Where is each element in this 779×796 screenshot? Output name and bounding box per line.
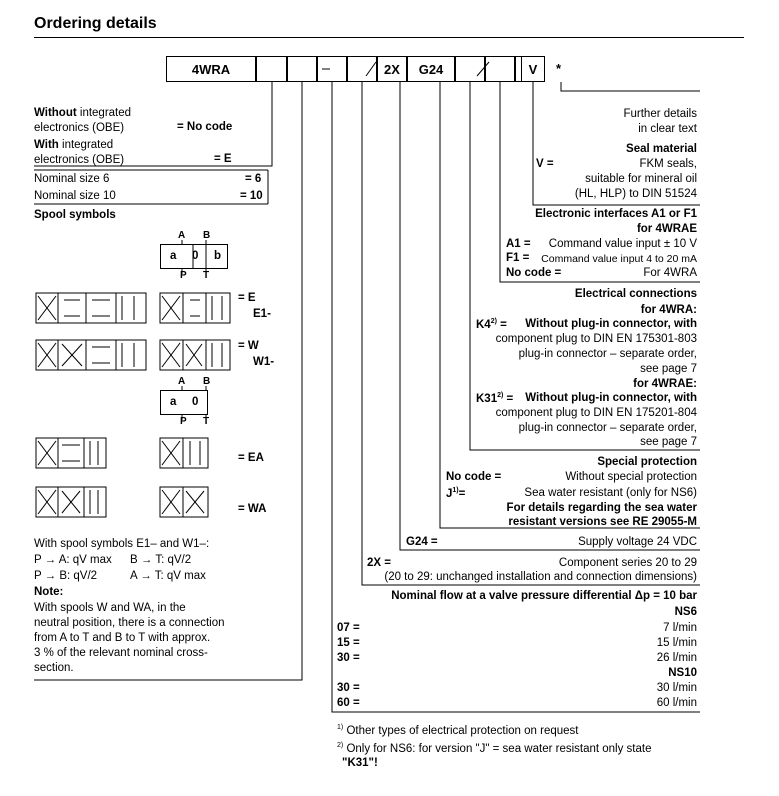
k31-line-3: plug-in connector – separate order,	[518, 422, 697, 434]
k4-line-1-text: Without plug-in connector, with	[525, 318, 697, 330]
footnote-2-cont: "K31"!	[342, 757, 378, 769]
note-line-5: section.	[34, 662, 74, 674]
note-heading: Note:	[34, 586, 64, 598]
obe-with-label: With integrated electronics (OBE)	[34, 139, 125, 166]
k31-line-1	[525, 392, 697, 404]
k31-eq: =	[506, 392, 514, 405]
k31-line-1-text: Without plug-in connector, with	[525, 392, 697, 404]
spool-note-intro: With spool symbols E1– and W1–:	[34, 538, 210, 550]
prot-none-text: Without special protection	[565, 471, 697, 483]
prot-j-code	[446, 487, 465, 500]
ns6-code: = 6	[245, 173, 262, 185]
footnote-1-mark: 1)	[337, 724, 344, 731]
code-box-seal: V	[521, 56, 545, 82]
ns10-row-1-value: 30 l/min	[656, 682, 697, 694]
obe-without-rest2: electronics (OBE)	[34, 122, 125, 134]
g24-code: G24 =	[406, 536, 438, 548]
note-line-2: neutral position, there is a connection	[34, 617, 225, 629]
elec-4wrae: for 4WRAE:	[633, 378, 697, 390]
ns6-head: NS6	[674, 606, 697, 618]
spool-heading: Spool symbols	[34, 209, 116, 221]
prot-j-code-text: J	[446, 487, 453, 500]
seal-line-1: FKM seals,	[639, 158, 697, 170]
k4-line-2: component plug to DIN EN 175301-803	[495, 333, 697, 345]
code-box-voltage: G24	[407, 56, 455, 82]
ns10-label: Nominal size 10	[34, 190, 116, 202]
sym-port-p: P	[180, 270, 187, 281]
g24-text: Supply voltage 24 VDC	[578, 536, 697, 548]
iface-f1-text: Command value input 4 to 20 mA	[541, 253, 697, 265]
spool-code-ea: = EA	[238, 452, 264, 464]
series-line-2: (20 to 29: unchanged installation and connection dimensions)	[384, 571, 697, 583]
sym2-port-t: T	[203, 416, 210, 427]
iface-none-code: No code =	[506, 267, 562, 279]
iface-none-text: For 4WRA	[643, 267, 697, 279]
spool-code-w1: W1-	[253, 356, 275, 368]
ns6-row-2-value: 15 l/min	[656, 637, 697, 649]
sym2-port-b: B	[203, 376, 211, 387]
ns10-code: = 10	[240, 190, 263, 202]
seal-heading: Seal material	[626, 143, 697, 155]
obe-without-code: = No code	[177, 121, 233, 133]
prot-heading: Special protection	[597, 456, 697, 468]
spool-code-e1: E1-	[253, 308, 271, 320]
spool-code-e: = E	[238, 292, 256, 304]
ns6-row-3-code: 30 =	[337, 652, 360, 664]
sym-pos-b: b	[214, 250, 222, 262]
footnote-1-text: Other types of electrical protection on request	[346, 724, 579, 737]
flow-heading: Nominal flow at a valve pressure differential Δp = 10 bar	[391, 590, 697, 602]
iface-heading: Electronic interfaces A1 or F1	[535, 208, 697, 220]
sym2-pos-0: 0	[192, 396, 199, 408]
sym-port-b: B	[203, 230, 211, 241]
sym-pos-0: 0	[192, 250, 199, 262]
footnote-2	[337, 742, 652, 755]
code-box-type: 4WRA	[166, 56, 256, 82]
prot-ref-1: For details regarding the sea water	[506, 502, 697, 514]
k4-code	[476, 318, 507, 331]
page-title: Ordering details	[34, 15, 157, 32]
sym2-port-a: A	[178, 376, 186, 387]
spool-symbol-header-2pos	[160, 390, 208, 415]
footnote-2-text: Only for NS6: for version "J" = sea water resistant only state	[346, 742, 652, 755]
ns6-row-1-code: 07 =	[337, 622, 360, 634]
k31-line-4: see page 7	[640, 436, 697, 448]
prot-j-sup: 1)	[452, 487, 459, 494]
k31-code-text: K31	[476, 392, 498, 405]
k4-eq: =	[500, 318, 507, 331]
flow-row-1-right: B → T: qV/2	[130, 554, 192, 566]
seal-line-3: (HL, HLP) to DIN 51524	[574, 188, 697, 200]
spool-code-w: = W	[238, 340, 259, 352]
iface-sub: for 4WRAE	[636, 223, 697, 235]
k4-line-1	[525, 318, 697, 330]
series-line-1: Component series 20 to 29	[558, 557, 697, 569]
prot-j-text: Sea water resistant (only for NS6)	[524, 487, 697, 499]
sym2-port-p: P	[180, 416, 187, 427]
obe-without-rest: integrated	[79, 107, 132, 119]
k31-code	[476, 392, 513, 405]
note-line-3: from A to T and B to T with approx.	[34, 632, 211, 644]
ns6-row-3-value: 26 l/min	[656, 652, 697, 664]
ns10-head: NS10	[668, 667, 697, 679]
seal-line-2: suitable for mineral oil	[585, 173, 697, 185]
iface-a1-code: A1 =	[506, 238, 531, 250]
note-line-1: With spools W and WA, in the	[34, 602, 186, 614]
iface-f1-code: F1 =	[506, 252, 530, 264]
ns10-row-1-code: 30 =	[337, 682, 360, 694]
flow-row-2-left: P → B: qV/2	[34, 570, 98, 582]
k31-line-2: component plug to DIN EN 175201-804	[495, 407, 697, 419]
code-box-series: 2X	[377, 56, 407, 82]
flow-row-1-left: P → A: qV max	[34, 554, 112, 566]
footnote-1	[337, 724, 578, 737]
k31-sup: 2)	[497, 392, 504, 399]
ns6-label: Nominal size 6	[34, 173, 110, 185]
further-line-1: Further details	[623, 108, 697, 120]
further-line-2: in clear text	[638, 123, 697, 135]
prot-j-eq: =	[458, 487, 466, 500]
flow-row-2-right: A → T: qV max	[130, 570, 206, 582]
ns6-row-2-code: 15 =	[337, 637, 360, 649]
series-code: 2X =	[367, 557, 391, 569]
code-further: *	[556, 61, 562, 76]
footnote-2-mark: 2)	[337, 742, 344, 749]
seal-code: V =	[536, 158, 554, 170]
obe-with-code: = E	[214, 153, 232, 165]
k4-line-4: see page 7	[640, 363, 697, 375]
k4-line-3: plug-in connector – separate order,	[518, 348, 697, 360]
k4-sup: 2)	[490, 318, 497, 325]
obe-without-label: Without integrated electronics (OBE)	[34, 107, 132, 134]
prot-none-code: No code =	[446, 471, 502, 483]
note-line-4: 3 % of the relevant nominal cross-	[34, 647, 208, 659]
sym-pos-a: a	[170, 250, 177, 262]
spool-code-wa: = WA	[238, 503, 267, 515]
prot-ref-2: resistant versions see RE 29055-M	[508, 516, 697, 528]
elec-4wra: for 4WRA:	[640, 304, 697, 316]
sym2-pos-a: a	[170, 396, 177, 408]
elec-heading: Electrical connections	[574, 288, 697, 300]
sym-port-t: T	[203, 270, 210, 281]
ns6-row-1-value: 7 l/min	[663, 622, 697, 634]
ns10-row-2-value: 60 l/min	[656, 697, 697, 709]
iface-a1-text: Command value input ± 10 V	[548, 238, 697, 250]
sym-port-a: A	[178, 230, 186, 241]
ns10-row-2-code: 60 =	[337, 697, 360, 709]
k4-code-text: K4	[476, 318, 491, 331]
